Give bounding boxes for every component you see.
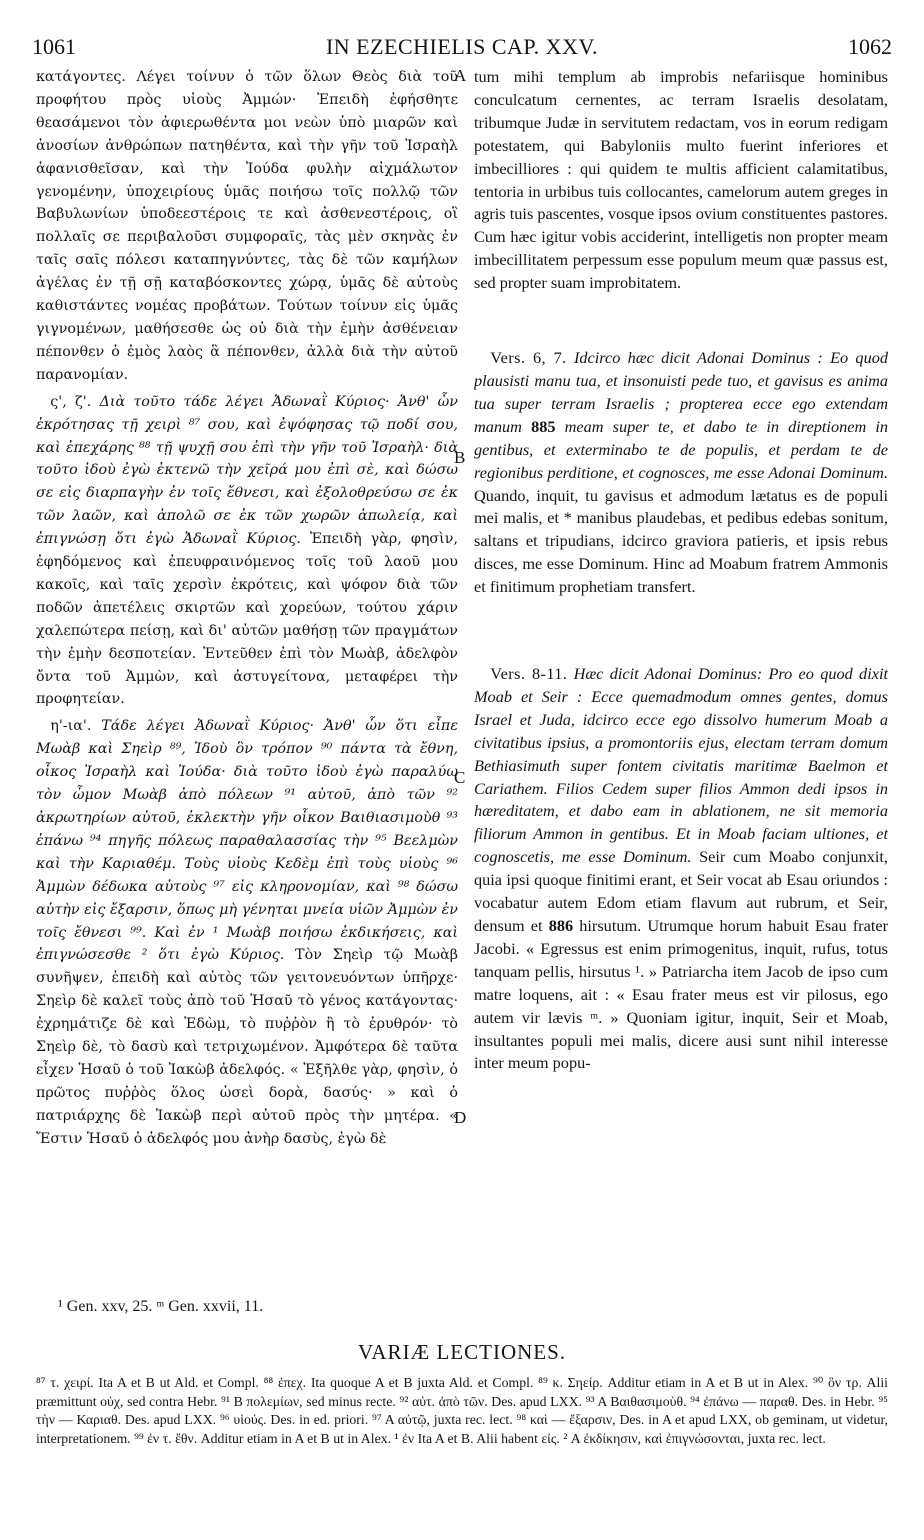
column-marker-886: 886: [548, 916, 574, 935]
greek-commentary-6-7: Ἐπειδὴ γὰρ, φησὶν, ἐφηδόμενος καὶ ἐπευφραινόμενος τοῖς τοῦ λαοῦ μου κακοῖς, καὶ ταῖς χερσὶν ἐκρότεις, καὶ ψόφον διὰ τῶν ποδῶν ἀπετέλεις σκιρτῶν καὶ χορεύων, τούτου χάριν χαλεπώτερα πείσῃ, καὶ δι' αὐτῶν μαθήσῃ τῶν πραγμάτων τὴν ἐμὴν δεσποτείαν. Ἐντεῦθεν ἐπὶ τὸν Μωὰβ, ἀδελφὸν ὄντα τοῦ Ἀμμὼν, καὶ ἀστυγείτονα, μεταφέρει τὴν προφητείαν.: [36, 531, 458, 708]
latin-paragraph-2: [474, 347, 888, 599]
scripture-footnote: ¹ Gen. xxv, 25. ᵐ Gen. xxvii, 11.: [58, 1298, 264, 1315]
margin-letter-d: D: [454, 1108, 467, 1127]
greek-paragraph-2: [36, 391, 458, 712]
latin-commentary-8-11-b: hirsutum. Utrumque horum habuit Esau frater Jacobi. « Egressus est enim primogenitus, inquit, rufus, totus tanquam pellis, hirsutus ¹. » Patriarcha item Jacob de ipso cum matre loquens, ait : « Esau frater meus est vir pilosus, ego autem vir lævis ᵐ. » Quoniam igitur, inquit, Seir et Moab, insultantes populi mei malis, dicere ausi sunt nihil interesse inter meum popu-: [474, 916, 888, 1073]
greek-verse-number-6-7: ς', ζ'.: [50, 393, 92, 410]
latin-column: [474, 66, 888, 1286]
running-title: IN EZECHIELIS CAP. XXV.: [325, 34, 599, 59]
margin-letter-b: B: [454, 448, 466, 467]
margin-letter-a: A: [454, 66, 467, 85]
greek-paragraph-1: κατάγοντες. Λέγει τοίνυν ὁ τῶν ὅλων Θεὸς διὰ τοῦ προφήτου πρὸς υἱοὺς Ἀμμών· Ἐπειδὴ ἐφήσθητε θεασάμενοι τὸν ἀφιερωθέντα μοι νεὼν ὑπὸ μιαρῶν καὶ ἀνοσίων ἀνθρώπων πατηθέντα, καὶ τὴν γῆν τοῦ Ἰσραὴλ ἀφανισθεῖσαν, καὶ τὴν Ἰούδα φυλὴν αἰχμάλωτον γενομένην, ὑποχειρίους ὑμᾶς ποιήσω τοῖς πολλῷ τῶν Βαβυλωνίων ὑποδεεστέροις τε καὶ ἀσθενεστέροις, οἳ πολλαῖς σε περιβαλοῦσι συμφοραῖς, τὰς μὲν σκηνὰς ἐν ταῖς σαῖς πόλεσι καταπηγνύντες, τὰς δὲ τῶν καμήλων ἀγέλας ἐν τῇ σῇ καταβόσκοντες χώρᾳ, ὑμᾶς δὲ αὐτοὺς καθιστάντες νομέας προβάτων. Τούτων τοίνυν εἰς ὑμᾶς γιγνομένων, μαθήσεσθε ὡς οὐ διὰ τὴν ἐμὴν ἀσθένειαν πέπονθεν ὁ ἐμὸς λαὸς ἃ πέπονθεν, ἀλλὰ διὰ τὴν αὐτοῦ παρανομίαν.: [36, 69, 458, 383]
latin-commentary-8-11-a: Seir cum Moabo conjunxit, quia ipsi quoque finitimi erant, et Seir vocat ab Esau oriundos : vocabatur autem Edom etiam flavum aut rubrum, et Seir, densum et: [474, 847, 888, 935]
latin-verse-text-6-7: Idcirco hæc dicit Adonai Dominus : Eo quod plausisti manu tua, et insonuisti pede tuo, et gavisus es anima tua super terram Israelis ; propterea ecce ego extendam manum: [474, 348, 888, 436]
latin-verse-text-6-7-cont: meam super te, et dabo te in direptionem in gentibus, et exterminabo te de populis, et perdam te de regionibus perditione, et cognosces, me esse Adonai Dominum.: [474, 416, 888, 482]
latin-commentary-6-7: Quando, inquit, tu gavisus et admodum lætatus es de populi mei malis, et * manibus plaudebas, et pedibus edebas sonitum, saltans et tripudians, idcirco graviora patieris, et ipsis rebus disces, me esse Dominum. Hinc ad Moabum fratrem Ammonis et finitimum prophetiam transfert.: [474, 485, 888, 597]
latin-verse-text-8-11: Hæc dicit Adonai Dominus: Pro eo quod dixit Moab et Seir : Ecce quemadmodum omnes gentes, domus Israel et Juda, idcirco ecce ego dissolvo humerum Moab a civitatibus ipsius, a promontoriis ejus, electam terram domum Bethiasimuth super fontem civitatis maritimæ Baelmon et Cariathem. Filios Cedem super filios Ammon dedi ipsos in hæreditatem, et dabo eam in ablationem, ne sit memoria filiorum Ammon in gentibus. Et in Moab faciam ultiones, et cognoscetis, me esse Dominum.: [474, 664, 888, 867]
greek-verse-text-8-11: Τάδε λέγει Ἀδωναῒ Κύριος· Ἀνθ' ὧν ὅτι εἶπε Μωὰβ καὶ Σηεὶρ ⁸⁹, Ἰδοὺ ὃν τρόπον ⁹⁰ πάντα τὰ ἔθνη, οἶκος Ἰσραὴλ καὶ Ἰούδα· διὰ τοῦτο ἰδοὺ ἐγὼ παραλύω τὸν ὦμον Μωὰβ ἀπὸ πόλεων ⁹¹ αὐτοῦ, ἀπὸ τῶν ⁹² ἀκρωτηρίων αὐτοῦ, ἐκλεκτὴν γῆν οἶκον Βαιθιασιμοὺθ ⁹³ ἐπάνω ⁹⁴ πηγῆς πόλεως παραθαλασσίας τὴν ⁹⁵ Βεελμὼν καὶ τὴν Καριαθέμ. Τοὺς υἱοὺς Κεδὲμ ἐπὶ τοὺς υἱοὺς ⁹⁶ Ἀμμὼν δέδωκα αὐτοὺς ⁹⁷ εἰς κληρονομίαν, καὶ ⁹⁸ δώσω αὐτὴν εἰς ἔξαρσιν, ὅπως μὴ γένηται μνεία υἱῶν Ἀμμὼν ἐν τοῖς ἔθνεσι ⁹⁹. Καὶ ἐν ¹ Μωὰβ ποιήσω ἐκδικήσεις, καὶ ἐπιγνώσεσθε ² ὅτι ἐγὼ Κύριος.: [36, 718, 458, 964]
page-number-left: 1061: [32, 34, 76, 59]
column-marker-885: 885: [531, 416, 556, 436]
greek-paragraph-3: [36, 715, 458, 1150]
latin-verse-number-8-11: Vers. 8-11.: [490, 664, 568, 684]
latin-paragraph-1: tum mihi templum ab improbis nefariisque hominibus conculcatum cernentes, ac terram Israelis desolatam, tribumque Judæ in servitutem redactam, vos in eorum redigam potestatem, qui Babyloniis multo fuerint inferiores et imbecilliores : qui quidem te multis afficient calamitatibus, tentoria in urbibus tuis collocantes, camelorum autem greges in agris tuis pascentes, vosque ipsos ovium constituentes pastores. Cum hæc igitur vobis acciderint, intelligetis non propter meam imbecillitatem perpessum esse populum meum quæ passus est, sed propter suam improbitatem.: [474, 67, 888, 293]
greek-verse-number-8-11: η'-ια'.: [50, 718, 92, 735]
variae-lectiones-title: VARIÆ LECTIONES.: [357, 1340, 567, 1364]
latin-verse-number-6-7: Vers. 6, 7.: [490, 348, 567, 368]
page-number-right: 1062: [848, 34, 892, 59]
page-header: [32, 34, 892, 64]
latin-paragraph-3: [474, 663, 888, 1075]
greek-column: [36, 66, 458, 1286]
variae-lectiones-text: ⁸⁷ τ. χειρί. Ita A et B ut Ald. et Compl. ⁸⁸ ἐπεχ. Ita quoque A et B juxta Ald. et Compl. ⁸⁹ κ. Σηείρ. Additur etiam in A et B ut in Alex. ⁹⁰ ὃν τρ. Alii præmittunt οὐχ, sed contra Hebr. ⁹¹ B πολεμίων, sed minus recte. ⁹² αὐτ. ἀπὸ τῶν. Des. apud LXX. ⁹³ A Βαιθασιμοὺθ. ⁹⁴ ἐπάνω — παραθ. Des. in Hebr. ⁹⁵ τὴν — Καριαθ. Des. apud LXX. ⁹⁶ υἱούς. Des. in ed. priori. ⁹⁷ A αὐτῷ, juxta rec. lect. ⁹⁸ καὶ — ἔξαρσιν, Des. in A et apud LXX, ob geminam, ut videtur, interpretationem. ⁹⁹ ἐν τ. ἔθν. Additur etiam in A et B ut in Alex. ¹ ἐν Ita A et B. Alii habent εἰς. ² A ἐκδίκησιν, καὶ ἐπιγνώσονται, juxta rec. lect.: [36, 1375, 888, 1446]
greek-commentary-8-11: Τὸν Σηεὶρ τῷ Μωὰβ συνῆψεν, ἐπειδὴ καὶ αὐτὸς τῶν γειτονευόντων ὑπῆρχε· Σηεὶρ δὲ καλεῖ τοὺς ἀπὸ τοῦ Ἡσαῦ τὸ γένος κατάγοντας· ἐχρημάτιζε δὲ καὶ Ἐδὼμ, τὸ πυῤῥὸν ἢ τὸ ἐρυθρόν· τὸ Σηεὶρ δὲ, τὸ δασὺ καὶ τετριχωμένον. Ἀμφότερα δὲ ταῦτα εἶχεν Ἡσαῦ ὁ τοῦ Ἰακὼβ ἀδελφός. « Ἐξῆλθε γὰρ, φησὶν, ὁ πρῶτος πυῤῥὸς ὅλος ὡσεὶ δορὰ, δασύς· » καὶ ὁ πατριάρχης δὲ Ἰακὼβ περὶ αὐτοῦ πρὸς τὴν μητέρα. « Ἔστιν Ἡσαῦ ὁ ἀδελφός μου ἀνὴρ δασὺς, ἐγὼ δὲ: [36, 947, 458, 1147]
greek-verse-text-6-7: Διὰ τοῦτο τάδε λέγει Ἀδωναῒ Κύριος· Ἀνθ' ὧν ἐκρότησας τῇ χειρὶ ⁸⁷ σου, καὶ ἐψόφησας τῷ ποδί σου, καὶ ἐπεχάρης ⁸⁸ τῇ ψυχῇ σου ἐπὶ τὴν γῆν τοῦ Ἰσραὴλ· διὰ τοῦτο ἰδοὺ ἐγὼ ἐκτενῶ τὴν χεῖρά μου ἐπὶ σὲ, καὶ δώσω σε εἰς διαρπαγὴν ἐν τοῖς ἔθνεσι, καὶ ἐξολοθρεύσω σε ἐκ τῶν λαῶν, καὶ ἀπολῶ σε ἐκ τῶν χωρῶν ἀπωλείᾳ, καὶ ἐπιγνώσῃ ὅτι ἐγὼ Ἀδωναῒ Κύριος.: [36, 393, 458, 548]
margin-letter-c: C: [454, 768, 466, 787]
